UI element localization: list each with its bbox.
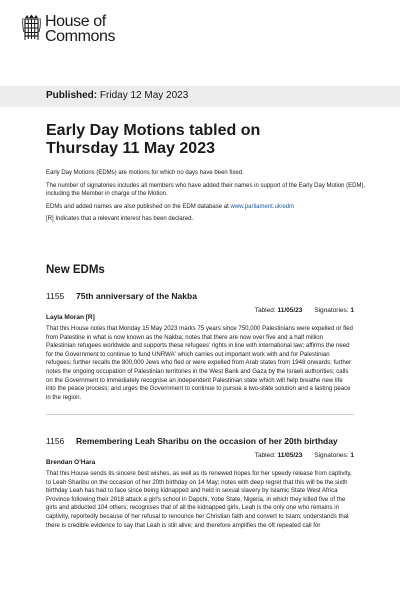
published-bar xyxy=(0,86,400,107)
edm-header xyxy=(46,291,354,302)
signatories-label: Signatories: xyxy=(314,452,349,459)
signatories-count: 1 xyxy=(350,307,354,314)
logo-line-2: Commons xyxy=(45,28,116,45)
edm-title: 75th anniversary of the Nakba xyxy=(76,291,197,301)
edm-item xyxy=(46,291,354,402)
house-of-commons-logo xyxy=(22,14,115,44)
logo-line-1: House of xyxy=(45,13,106,30)
page-title-line-2: Thursday 11 May 2023 xyxy=(46,140,215,157)
intro-paragraph-2: The number of signatories includes all members who have added their names in support of the Early Day Motion (EDM), including the Member in charge of the Motion. xyxy=(46,182,366,197)
divider xyxy=(46,414,354,415)
signatories-label: Signatories: xyxy=(314,307,349,314)
tabled-date: 11/05/23 xyxy=(277,307,303,314)
edm-database-link[interactable]: www.parliament.uk/edm xyxy=(230,203,295,210)
edm-title: Remembering Leah Sharibu on the occasion of her 20th birthday xyxy=(76,436,338,446)
edm-mover: Layla Moran [R] xyxy=(46,314,95,321)
page-title-line-1: Early Day Motions tabled on xyxy=(46,122,261,139)
published-text xyxy=(46,89,188,103)
edm-mover: Brendan O'Hara xyxy=(46,459,96,466)
edm-header xyxy=(46,436,354,447)
edm-number: 1156 xyxy=(46,436,65,446)
edm-item xyxy=(46,436,354,530)
edm-body: That this House sends its sincere best wishes, as well as its renewed hopes for her speedy release from captivity, to Leah Sharibu on the occasion of her 20th birthday on 14 May; notes with deep regret that this will be the sixth birthday Leah has had to face since being kidnapped and held in sexual slavery by Islamic State West Africa Province following their 2018 attack a girl's school in Dapchi, Yobe State, Nigeria, in which they killed five of the girls and abducted 104 others; recognises that of all the kidnapped girls, Leah is the only one who remains in captivity, reportedly because of her refusal to renounce her Christian faith and convert to Islam; understands that there is credible evidence to say that Leah is still alive; and therefore amplifies the oft repeated call for xyxy=(46,470,352,529)
intro-paragraph-4: [R] Indicates that a relevant interest has been declared. xyxy=(46,216,194,222)
portcullis-icon xyxy=(22,14,41,41)
tabled-label: Tabled: xyxy=(254,307,276,314)
page-title xyxy=(46,122,366,158)
intro-paragraph-3 xyxy=(46,203,366,212)
published-date: Friday 12 May 2023 xyxy=(99,90,189,101)
signatories-count: 1 xyxy=(350,452,354,459)
published-label: Published: xyxy=(46,90,98,101)
tabled-date: 11/05/23 xyxy=(277,452,303,459)
intro-notes xyxy=(46,169,366,228)
tabled-label: Tabled: xyxy=(254,452,276,459)
edm-number: 1155 xyxy=(46,291,65,301)
intro-paragraph-1: Early Day Motions (EDMs) are motions for which no days have been fixed. xyxy=(46,170,244,176)
edm-body: That this House notes that Monday 15 May 2023 marks 75 years since 750,000 Palestinians were expelled or fled from Palestine in what is now known as the Nakba; notes that there are now over five and a half million Palestinian refugees worldwide and supports these refugees' rights in line with international law; affirms the need for the Government to continue to fund UNRWA' which carries out important work with and for Palestinian refugees; further recalls the 800,000 Jews who fled or were expelled from Arab states from 1948 onwards; further notes the ongoing occupation of Palestinian territories in the West Bank and Gaza by the Israeli authorities; calls on the Government to immediately recognise an independent Palestinian state which will help breathe new life into the peace process; and urges the Government to continue to pursue a two-state solution and a lasting peace in the region. xyxy=(46,325,353,401)
logo-wordmark xyxy=(45,14,115,44)
section-heading: New EDMs xyxy=(46,264,105,276)
intro-paragraph-3-text: EDMs and added names are also published on the EDM database at xyxy=(46,203,231,210)
